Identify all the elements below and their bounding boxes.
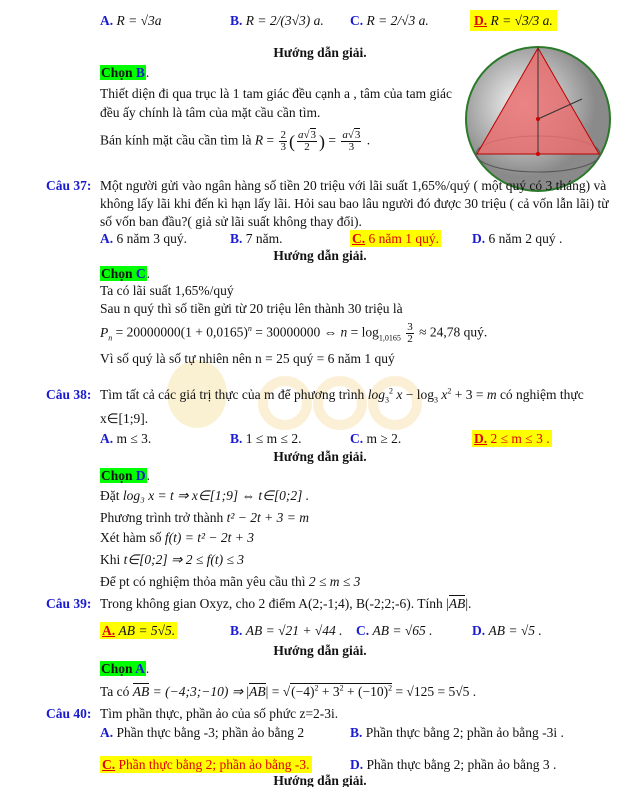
- q40-option-a: A. Phần thực bằng -3; phần ảo bằng 2: [100, 725, 305, 740]
- q40-guide-heading: Hướng dẫn giải.: [273, 773, 367, 787]
- q37-option-a: A. 6 năm 3 quý.: [100, 231, 187, 246]
- q38-answer-choice: Chọn D.: [101, 468, 151, 483]
- q36-guide-heading: Hướng dẫn giải.: [273, 45, 367, 60]
- q37-text: Một người gửi vào ngân hàng số tiền 20 triệu với lãi suất 1,65%/quý ( một quý có 3 tháng) và: [100, 178, 607, 193]
- q37-label: Câu 37:: [46, 178, 92, 193]
- q39-option-b: B. AB = √21 + √44 .: [230, 623, 343, 638]
- q40-text: Tìm phần thực, phần ảo của số phức z=2-3i.: [100, 706, 339, 721]
- q37-answer-choice: Chọn C.: [101, 266, 151, 281]
- q37-text: số vốn ban đầu?( giả sử lãi suất không thay đổi).: [100, 214, 362, 229]
- q36-option-b: B. R = 2/(3√3) a.: [230, 13, 324, 28]
- q36-solution-line: đều ấy chính là tâm của mặt cầu cần tìm.: [100, 105, 321, 120]
- q39-formula: Ta có AB = (−4;3;−10) ⇒ $|AB| = √(-4)^2 + 3^2 + (-10)^2 = √125 = 5√5$ .: [100, 683, 477, 699]
- q39-guide-heading: Hướng dẫn giải.: [273, 643, 367, 658]
- q38-solution-line: Xét hàm số f(t) = t² − 2t + 3: [100, 530, 254, 545]
- q37-solution-line: Vì số quý là số tự nhiên nên n = 25 quý = 6 năm 1 quý: [100, 351, 395, 366]
- q40-option-d: D. Phần thực bằng 2; phần ảo bằng 3 .: [350, 757, 557, 772]
- q36-option-a: A. R = √3a: [100, 13, 162, 28]
- q39-option-c: C. AB = √65 .: [356, 623, 433, 638]
- q36-radius-formula: Bán kính mặt cầu cần tìm là R = $\frac{2}{3}$ ( $\frac{a√3}{2}$ ) = $\frac{a√3}{3}$ .: [100, 129, 371, 153]
- q38-text: Tìm tất cả các giá trị thực của m để phương trình $\log_3^2 x - \log_3 x^2 + 3 = m$ có nghiệm thực: [100, 386, 584, 405]
- q38-option-c: C. m ≥ 2.: [350, 431, 402, 446]
- q39-answer-choice: Chọn A.: [101, 661, 150, 676]
- q37-solution-line: Ta có lãi suất 1,65%/quý: [100, 283, 234, 298]
- q36-option-d-correct: D. R = √3/3 a.: [470, 10, 557, 31]
- q38-option-a: A. m ≤ 3.: [100, 431, 152, 446]
- sphere-cone-figure: [462, 44, 614, 194]
- q38-text: x∈[1;9].: [100, 411, 149, 426]
- q39-text: Trong không gian Oxyz, cho 2 điểm A(2;-1;4), B(-2;2;-6). Tính |AB|.: [100, 596, 472, 611]
- q37-option-d: D. 6 năm 2 quý .: [472, 231, 563, 246]
- q38-label: Câu 38:: [46, 387, 92, 402]
- q37-guide-heading: Hướng dẫn giải.: [273, 248, 367, 263]
- q38-solution-line: Phương trình trở thành t² − 2t + 3 = m: [100, 510, 309, 525]
- q37-option-b: B. 7 năm.: [230, 231, 283, 246]
- q36-solution-line: Thiết diện đi qua trục là 1 tam giác đều cạnh a , tâm của tam giác: [100, 86, 452, 101]
- q38-option-d-correct: D. 2 ≤ m ≤ 3 .: [474, 431, 550, 446]
- q38-guide-heading: Hướng dẫn giải.: [273, 449, 367, 464]
- q39-option-d: D. AB = √5 .: [472, 623, 542, 638]
- q40-option-b: B. Phần thực bằng 2; phần ảo bằng -3i .: [350, 725, 564, 740]
- q36-answer-choice: Chọn B.: [101, 65, 150, 80]
- q39-option-a-correct: A. AB = 5√5.: [102, 623, 176, 638]
- q38-option-b: B. 1 ≤ m ≤ 2.: [230, 431, 302, 446]
- q37-text: không lấy lãi khi đến kì hạn lấy lãi. Hỏi sau bao lâu người đó được 30 triệu ( cả vốn lẫn lãi) từ: [100, 196, 609, 211]
- q37-solution-line: Sau n quý thì số tiền gửi từ 20 triệu lên thành 30 triệu là: [100, 301, 403, 316]
- q38-solution-line: Khi t∈[0;2] ⇒ 2 ≤ f(t) ≤ 3: [100, 552, 245, 567]
- q38-solution-line: Để pt có nghiệm thỏa mãn yêu cầu thì 2 ≤ m ≤ 3: [100, 574, 361, 589]
- q39-label: Câu 39:: [46, 596, 92, 611]
- q38-solution-line: Đặt log₃ x = t ⇒ x∈[1;9] ⇔ t∈[0;2] .: [100, 488, 310, 503]
- q40-option-c-correct: C. Phần thực bằng 2; phần ảo bằng -3.: [102, 757, 310, 772]
- q36-option-c: C. R = 2/√3 a.: [350, 13, 429, 28]
- q40-label: Câu 40:: [46, 706, 92, 721]
- q37-formula: $P_n = 20000000(1 + 0,0165)^n = 30000000$ ⇔ $n = \log_{1,0165}$ $\frac{3}{2}$ ≈ 24,78 quý.: [100, 321, 488, 345]
- q37-option-c-correct: C. 6 năm 1 quý.: [352, 231, 439, 246]
